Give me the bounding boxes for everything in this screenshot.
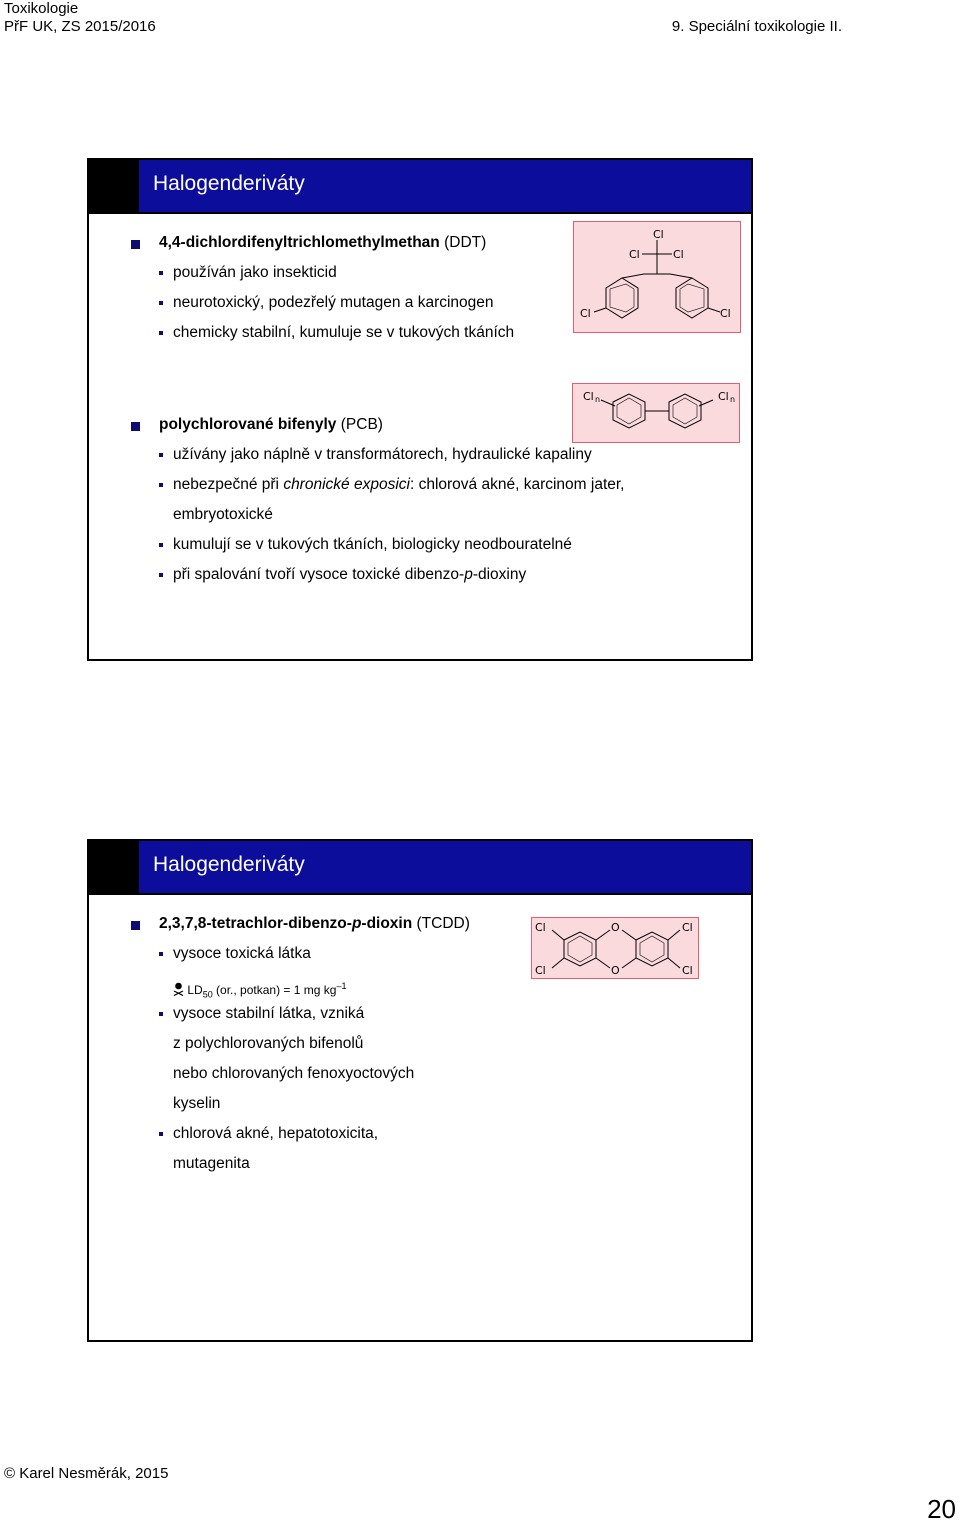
slide-2 xyxy=(87,839,753,1342)
ddt-bullet-3: chemicky stabilní, kumuluje se v tukových tkáních xyxy=(173,324,515,341)
tcdd-bullet-3-line-2: mutagenita xyxy=(173,1155,250,1172)
slide-title: Halogenderiváty xyxy=(153,853,305,876)
bullet-dot-icon xyxy=(159,453,163,457)
tcdd-o-label: O xyxy=(611,921,620,934)
tcdd-cl-label: Cl xyxy=(682,964,693,977)
pcb-n-label: n xyxy=(730,395,736,404)
pcb-cl-label: Cl xyxy=(718,390,729,403)
pcb-bullet-2: nebezpečné při chronické exposici: chlorová akné, karcinom jater, xyxy=(173,476,625,493)
ddt-cl-label: Cl xyxy=(580,307,591,320)
tcdd-bullet-1: vysoce toxická látka xyxy=(173,945,311,962)
tcdd-cl-label: Cl xyxy=(535,964,546,977)
ddt-structure xyxy=(573,221,741,333)
ddt-cl-label: Cl xyxy=(653,228,664,241)
ddt-cl-label: Cl xyxy=(720,307,731,320)
document-header xyxy=(4,0,156,36)
tcdd-bullet-3-line-1: chlorová akné, hepatotoxicita, xyxy=(173,1125,379,1142)
pcb-structure xyxy=(572,383,740,443)
ld50-line: $LD_{50}$ (or., potkan) = 1 mg $kg^{-1}$ xyxy=(173,979,346,1001)
pcb-bullet-3: kumulují se v tukových tkáních, biologicky neodbouratelné xyxy=(173,536,572,553)
pcb-bullet-1: užívány jako náplně v transformátorech, hydraulické kapaliny xyxy=(173,446,592,463)
bullet-square-icon xyxy=(131,422,140,431)
bullet-dot-icon xyxy=(159,1132,163,1136)
bullet-dot-icon xyxy=(159,543,163,547)
bullet-square-icon xyxy=(131,240,140,249)
tcdd-structure xyxy=(531,917,699,979)
ddt-cl-label: Cl xyxy=(673,248,684,261)
tcdd-bullet-2-line-2: z polychlorovaných bifenolů xyxy=(173,1035,364,1052)
skull-icon xyxy=(173,982,184,996)
bullet-square-icon xyxy=(131,921,140,930)
bullet-dot-icon xyxy=(159,271,163,275)
slide-title: Halogenderiváty xyxy=(153,172,305,195)
page-number: 20 xyxy=(927,1494,956,1524)
course-title: Toxikologie xyxy=(4,0,79,17)
ddt-bullet-1: používán jako insekticid xyxy=(173,264,337,281)
tcdd-cl-label: Cl xyxy=(535,921,546,934)
tcdd-structure-drawing xyxy=(532,918,700,980)
tcdd-bullet-2-line-3: nebo chlorovaných fenoxyoctových xyxy=(173,1065,415,1082)
bullet-dot-icon xyxy=(159,1012,163,1016)
tcdd-bullet-2-line-4: kyselin xyxy=(173,1095,221,1112)
pcb-cl-label: Cl xyxy=(583,390,594,403)
bullet-dot-icon xyxy=(159,301,163,305)
ddt-heading: 4,4-dichlordifenyltrichlomethylmethan (DDT) xyxy=(159,234,487,251)
slide-title-bar xyxy=(89,160,751,214)
pcb-structure-drawing xyxy=(573,384,741,444)
copyright-notice: © Karel Nesměrák, 2015 xyxy=(4,1465,169,1482)
slide-1 xyxy=(87,158,753,661)
slide-title-bar xyxy=(89,841,751,895)
tcdd-bullet-2-line-1: vysoce stabilní látka, vzniká xyxy=(173,1005,365,1022)
lecture-title: 9. Speciální toxikologie II. xyxy=(671,18,842,35)
bullet-dot-icon xyxy=(159,952,163,956)
pcb-heading: polychlorované bifenyly (PCB) xyxy=(159,416,383,433)
bullet-dot-icon xyxy=(159,331,163,335)
pcb-n-label: n xyxy=(595,395,601,404)
pcb-bullet-4: při spalování tvoří vysoce toxické dibenzo-p-dioxiny xyxy=(173,566,527,583)
tcdd-o-label: O xyxy=(611,964,620,977)
bullet-dot-icon xyxy=(159,573,163,577)
course-info: PřF UK, ZS 2015/2016 xyxy=(4,18,156,35)
bullet-dot-icon xyxy=(159,483,163,487)
ddt-structure-drawing xyxy=(574,222,742,334)
title-bar-notch xyxy=(89,841,139,893)
ddt-bullet-2: neurotoxický, podezřelý mutagen a karcinogen xyxy=(173,294,494,311)
tcdd-heading: 2,3,7,8-tetrachlor-dibenzo-p-dioxin (TCDD) xyxy=(159,915,470,932)
title-bar-notch xyxy=(89,160,139,212)
pcb-bullet-2-continued: embryotoxické xyxy=(173,506,273,523)
ddt-cl-label: Cl xyxy=(629,248,640,261)
tcdd-cl-label: Cl xyxy=(682,921,693,934)
